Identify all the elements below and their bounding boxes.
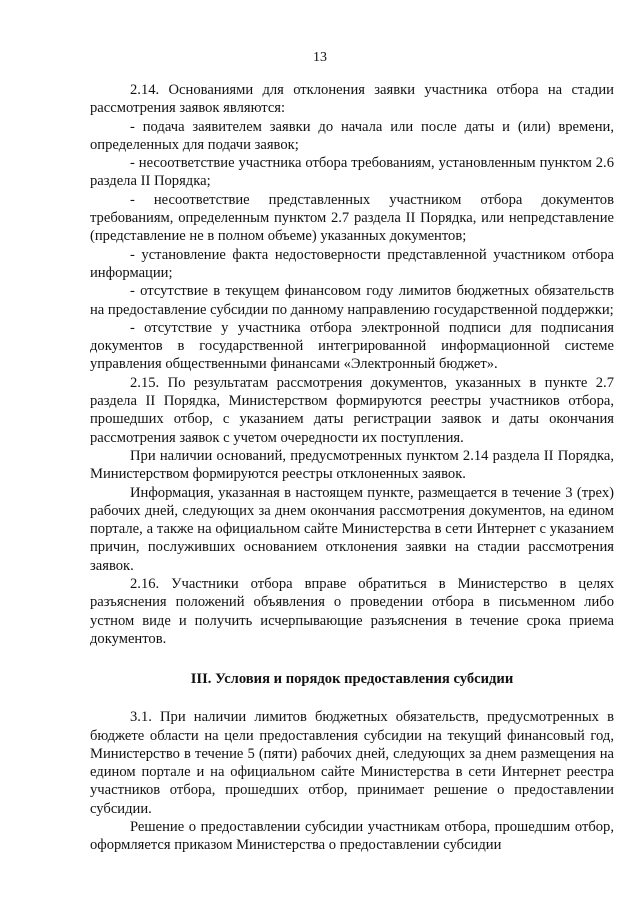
- section-heading: III. Условия и порядок предоставления субсидии: [190, 671, 514, 688]
- list-item-documents-mismatch: - несоответствие представленных участником отбора документов требованиям, определенным пунктом 2.7 раздела II Порядка, или непредставление (представление не в полном объеме) указанных документов;: [90, 191, 614, 245]
- paragraph-2-15: 2.15. По результатам рассмотрения документов, указанных в пункте 2.7 раздела II Порядка, Министерством формируются реестры участников отбора, прошедших отбор, с указанием даты регистрации заявок и даты окончания рассмотрения заявок с учетом очередности их поступления.: [90, 374, 614, 446]
- paragraph-2-16: 2.16. Участники отбора вправе обратиться в Министерство в целях разъяснения положений объявления о проведении отбора в письменном либо устном виде и получить исчерпывающие разъяснения в течение срока приема документов.: [90, 576, 614, 647]
- list-item-false-information: - установление факта недостоверности представленной участником отбора информации;: [90, 246, 614, 281]
- paragraph-rejected-registry: При наличии оснований, предусмотренных пунктом 2.14 раздела II Порядка, Министерством формируются реестры отклоненных заявок.: [90, 447, 614, 483]
- paragraph-information-publication: Информация, указанная в настоящем пункте, размещается в течение 3 (трех) рабочих дней, следующих за днем окончания рассмотрения документов, на едином портале, а также на официальном сайте Министерства в сети Интернет с указанием причин, послуживших основанием отклонения заявки на стадии рассмотрения заявок.: [90, 484, 614, 574]
- paragraph-3-1: 3.1. При наличии лимитов бюджетных обязательств, предусмотренных в бюджете области на цели предоставления субсидии на текущий финансовый год, Министерство в течение 5 (пяти) рабочих дней, следующих за днем размещения на едином портале и на официальном сайте Министерства в сети Интернет реестра участников отбора, прошедших отбор, принимает решение о предоставлении субсидии.: [90, 709, 614, 817]
- document-body: [90, 81, 614, 855]
- paragraph-decision: Решение о предоставлении субсидии участникам отбора, прошедшим отбор, оформляется приказом Министерства о предоставлении субсидии: [90, 818, 614, 854]
- list-item-nonconformity: - несоответствие участника отбора требованиям, установленным пунктом 2.6 раздела II Порядка;: [90, 155, 614, 190]
- paragraph-2-14: 2.14. Основаниями для отклонения заявки участника отбора на стадии рассмотрения заявок являются:: [90, 82, 614, 117]
- list-item-no-budget-limits: - отсутствие в текущем финансовом году лимитов бюджетных обязательств на предоставление субсидии по данному направлению государственной поддержки;: [90, 283, 614, 318]
- list-item-late-submission: - подача заявителем заявки до начала или после даты и (или) времени, определенных для подачи заявок;: [90, 118, 614, 153]
- page-number: 13: [313, 50, 327, 65]
- list-item-no-signature: - отсутствие у участника отбора электронной подписи для подписания документов в государственной интегрированной информационной системе управления общественными финансами «Электронный бюджет».: [90, 319, 614, 373]
